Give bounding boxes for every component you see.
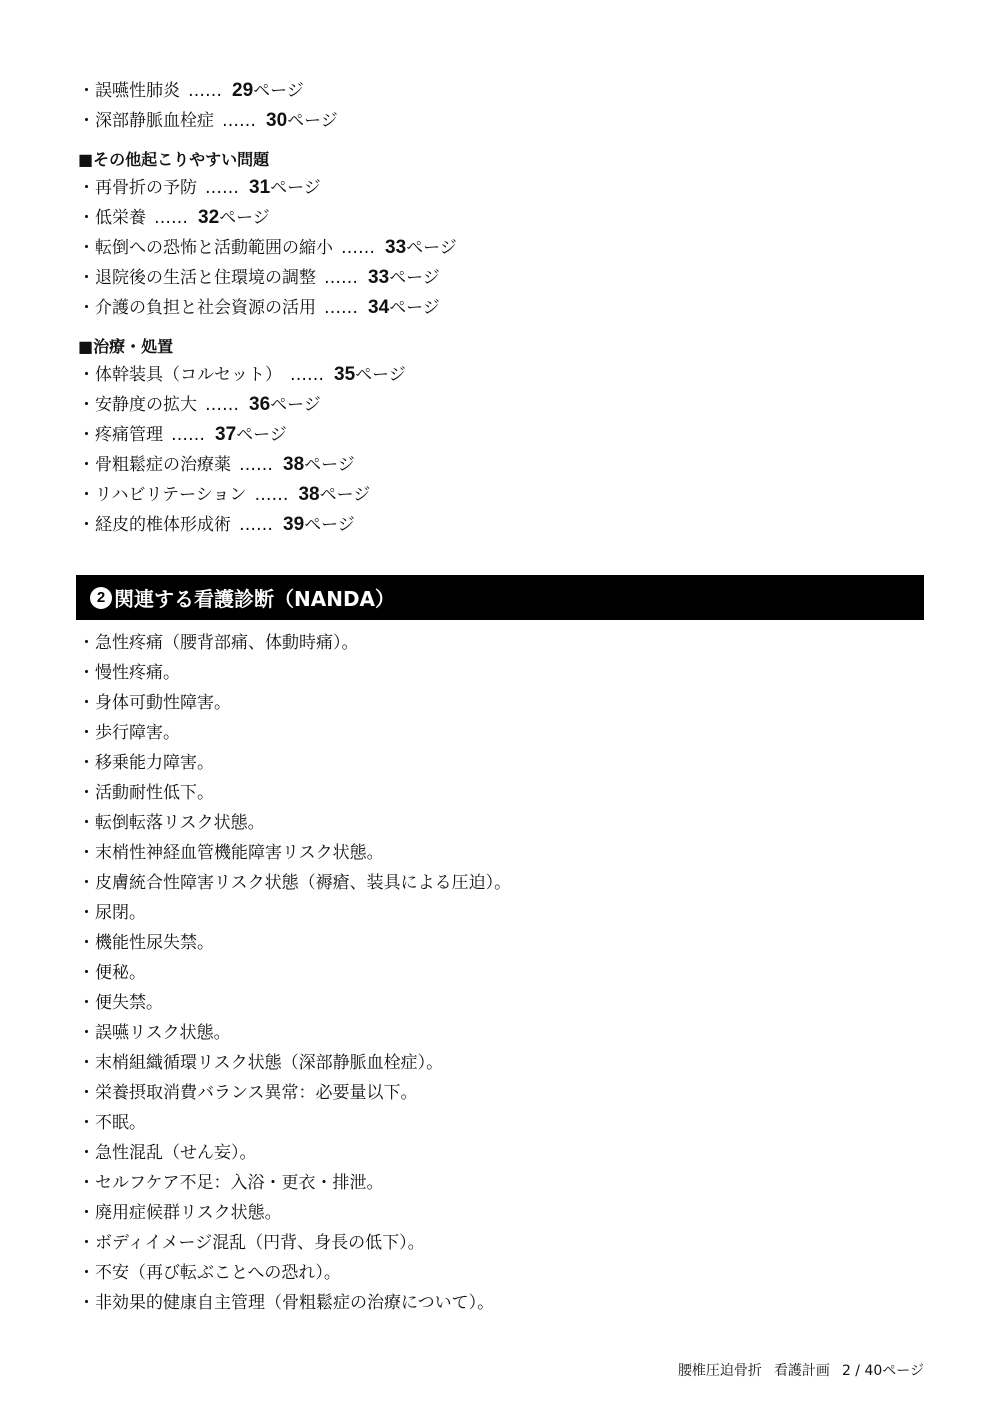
toc-item (78, 173, 938, 203)
toc-item-leader: …… (222, 111, 256, 131)
page-footer (678, 1360, 924, 1380)
toc-item-page-number: 35 (334, 364, 356, 385)
toc-item (78, 360, 938, 390)
diagnosis-item: ・非効果的健康自主管理（骨粗鬆症の治療について）。 (78, 1293, 495, 1313)
toc-item-page-unit: ページ (355, 365, 406, 385)
toc-item-page-unit: ページ (406, 238, 457, 258)
toc-item-page-number: 34 (368, 297, 390, 318)
toc-item (78, 76, 938, 106)
toc-item-label: ・骨粗鬆症の治療薬 (78, 455, 231, 475)
toc-item-page-unit: ページ (219, 208, 270, 228)
toc-item-label: ・介護の負担と社会資源の活用 (78, 298, 316, 318)
toc-item-page-unit: ページ (389, 268, 440, 288)
diagnosis-item: ・廃用症候群リスク状態。 (78, 1203, 282, 1223)
footer-doc-title: 腰椎圧迫骨折 (677, 1363, 762, 1379)
toc-item-page-unit: ページ (319, 485, 371, 505)
toc-item-page-number: 31 (249, 177, 271, 198)
toc-item-label: ・安静度の拡大 (78, 395, 197, 415)
toc-item (78, 106, 938, 136)
toc-item-page-unit: ページ (270, 178, 321, 198)
diagnosis-item: ・不眠。 (78, 1113, 146, 1133)
toc-item-leader: …… (205, 178, 239, 198)
diagnosis-item: ・身体可動性障害。 (78, 693, 231, 713)
diagnosis-item: ・急性疼痛（腰背部痛、体動時痛）。 (78, 633, 359, 653)
diagnosis-item: ・転倒転落リスク状態。 (78, 813, 265, 833)
toc-item-label: ・転倒への恐怖と活動範囲の縮小 (78, 238, 333, 258)
diagnosis-item: ・末梢組織循環リスク状態（深部静脈血栓症）。 (78, 1053, 444, 1073)
diagnosis-item: ・便秘。 (78, 963, 146, 983)
toc-item-page-unit: ページ (270, 395, 321, 415)
diagnosis-item: ・歩行障害。 (78, 723, 180, 743)
toc-item-page-number: 37 (215, 424, 237, 445)
toc-item-page-number: 39 (283, 514, 305, 535)
toc-item-leader: …… (154, 208, 188, 228)
diagnosis-item: ・活動耐性低下。 (78, 783, 214, 803)
table-of-contents (78, 76, 938, 540)
toc-item-leader: …… (324, 298, 358, 318)
toc-item-leader: …… (239, 515, 273, 535)
diagnosis-item: ・急性混乱（せん妄）。 (78, 1143, 257, 1163)
toc-item-leader: …… (188, 81, 222, 101)
toc-item-leader: …… (171, 425, 205, 445)
toc-item-page-number: 38 (283, 454, 305, 475)
toc-item (78, 480, 938, 510)
toc-item (78, 263, 938, 293)
toc-item-page-unit: ページ (236, 425, 287, 445)
toc-item-page-number: 30 (266, 110, 288, 131)
diagnosis-item: ・慢性疼痛。 (78, 663, 180, 683)
toc-item-leader: …… (290, 365, 324, 385)
diagnosis-item: ・便失禁。 (78, 993, 163, 1013)
toc-item (78, 420, 938, 450)
toc-item-leader: …… (341, 238, 375, 258)
toc-item-page-number: 38 (298, 484, 320, 505)
toc-item-label: ・疼痛管理 (78, 425, 163, 445)
toc-item-page-unit: ページ (304, 515, 355, 535)
toc-item-label: ・体幹装具（コルセット） (78, 365, 282, 385)
toc-item-label: ・再骨折の予防 (78, 178, 197, 198)
nursing-diagnosis-list (78, 628, 938, 1318)
toc-item-page-number: 33 (385, 237, 407, 258)
diagnosis-item: ・移乗能力障害。 (78, 753, 214, 773)
section-heading-treatment: ■治療・処置 (78, 337, 174, 356)
diagnosis-item: ・機能性尿失禁。 (78, 933, 214, 953)
toc-item-page-number: 29 (232, 80, 254, 101)
toc-item-leader: …… (239, 455, 273, 475)
diagnosis-item: ・栄養摂取消費バランス異常：必要量以下。 (78, 1083, 418, 1103)
toc-item-page-number: 33 (368, 267, 390, 288)
footer-doc-subtitle: 看護計画 (773, 1363, 830, 1379)
toc-item-page-unit: ページ (253, 81, 304, 101)
section-banner-title: 関連する看護診断（NANDA） (114, 587, 396, 611)
diagnosis-item: ・ボディイメージ混乱（円背、身長の低下）。 (78, 1233, 425, 1253)
toc-item (78, 203, 938, 233)
toc-item (78, 510, 938, 540)
footer-page-info: 2 / 40ページ (841, 1363, 924, 1379)
toc-item (78, 233, 938, 263)
toc-top-items (78, 76, 938, 136)
toc-item (78, 390, 938, 420)
toc-other-items (78, 173, 938, 323)
toc-item-page-unit: ページ (304, 455, 355, 475)
toc-item (78, 293, 938, 323)
diagnosis-item: ・セルフケア不足：入浴・更衣・排泄。 (78, 1173, 384, 1193)
diagnosis-item: ・末梢性神経血管機能障害リスク状態。 (78, 843, 384, 863)
toc-item-page-number: 36 (249, 394, 271, 415)
toc-item-leader: …… (254, 485, 289, 505)
toc-item-page-unit: ページ (389, 298, 440, 318)
toc-item-page-unit: ページ (287, 111, 338, 131)
diagnosis-item: ・尿閉。 (78, 903, 146, 923)
toc-item-label: ・誤嚥性肺炎 (78, 81, 180, 101)
diagnosis-item: ・不安（再び転ぶことへの恐れ）。 (78, 1263, 341, 1283)
toc-treatment-items (78, 360, 938, 540)
section-heading-other-problems: ■その他起こりやすい問題 (78, 150, 270, 169)
diagnosis-item: ・誤嚥リスク状態。 (78, 1023, 231, 1043)
toc-item (78, 450, 938, 480)
toc-item-leader: …… (324, 268, 358, 288)
toc-item-label: ・深部静脈血栓症 (78, 111, 214, 131)
toc-item-page-number: 32 (198, 207, 220, 228)
toc-item-label: ・退院後の生活と住環境の調整 (78, 268, 316, 288)
toc-item-label: ・低栄養 (78, 208, 146, 228)
diagnosis-item: ・皮膚統合性障害リスク状態（褥瘡、装具による圧迫）。 (78, 873, 512, 893)
toc-item-leader: …… (205, 395, 239, 415)
section-banner-nanda (76, 575, 924, 620)
toc-item-label: ・経皮的椎体形成術 (78, 515, 231, 535)
section-number-badge: 2 (90, 587, 112, 609)
toc-item-label: ・リハビリテーション (78, 485, 247, 505)
